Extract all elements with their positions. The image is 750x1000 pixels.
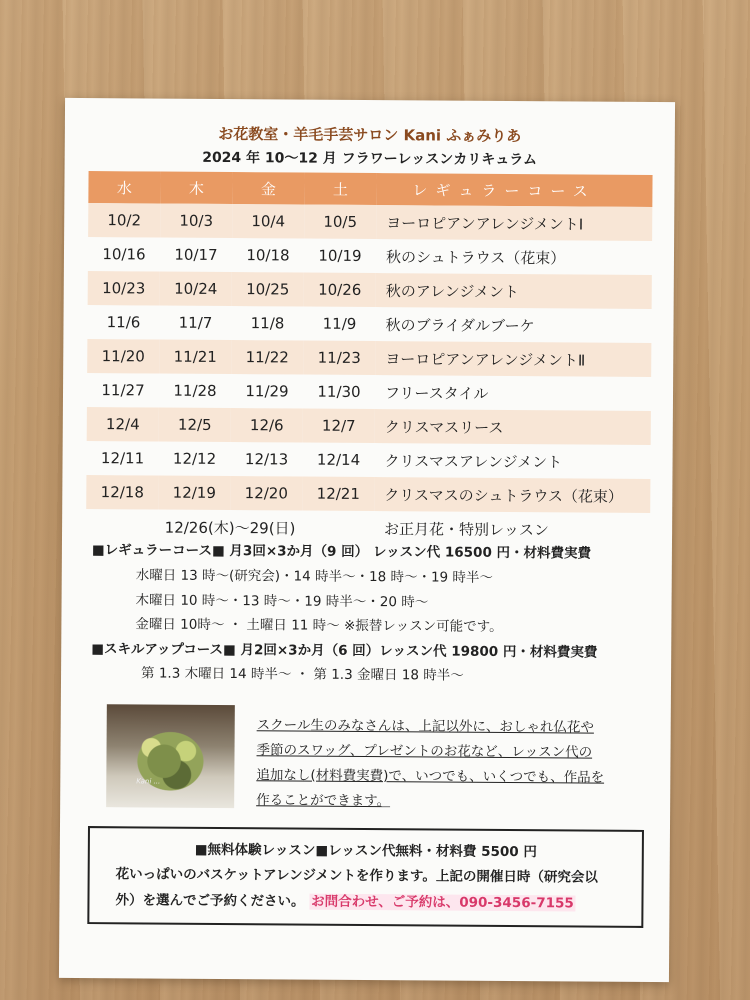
note-line: 季節のスワッグ、プレゼントのお花など、レッスン代の [256, 742, 593, 761]
date-cell: 10/2 [88, 203, 160, 238]
course-cell: 秋のブライダルブーケ [385, 315, 535, 335]
table-row [87, 407, 651, 445]
date-cell: 10/3 [160, 204, 232, 239]
date-cell: 12/21 [302, 477, 374, 512]
schedule-table [86, 171, 653, 547]
table-header-row [88, 171, 652, 207]
date-cell: 12/7 [303, 409, 375, 444]
col-course: レギュラーコース [376, 173, 652, 207]
date-cell: 12/13 [244, 450, 289, 469]
trial-line-2 [115, 888, 575, 911]
contact-phone: お問合わせ、ご予約は、090-3456-7155 [311, 893, 574, 912]
table-row [87, 305, 651, 343]
date-cell: 11/20 [87, 339, 159, 374]
table-row [86, 475, 650, 513]
free-trial-box [87, 826, 644, 928]
date-cell: 10/16 [102, 245, 146, 264]
flyer-paper [59, 98, 675, 982]
skillup-course-heading: ■スキルアップコース■ 月2回×3か月（6 回）レッスン代 19800 円・材料費実費 [91, 641, 598, 661]
course-cell: ヨーロピアンアレンジメントⅡ [375, 341, 651, 377]
date-cell: 12/12 [172, 449, 217, 468]
date-cell: 12/18 [86, 475, 158, 510]
date-cell: 11/29 [245, 382, 289, 401]
course-cell: 秋のアレンジメント [376, 273, 652, 309]
regular-fri-sat-times: 金曜日 10時～ ・ 土曜日 11 時～ ※振替レッスン可能です。 [135, 616, 503, 635]
trial-line-1: 花いっぱいのバスケットアレンジメントを作ります。上記の開催日時（研究会以 [115, 866, 598, 886]
course-cell: クリスマスアレンジメント [384, 451, 563, 471]
table-row [88, 237, 652, 275]
flower-wreath-photo [106, 704, 235, 808]
date-cell: 11/30 [317, 382, 361, 401]
special-course: お正月花・特別レッスン [384, 519, 549, 539]
date-cell: 12/6 [231, 408, 303, 443]
date-cell: 10/23 [88, 271, 160, 306]
date-cell: 12/14 [316, 450, 361, 469]
date-cell: 11/9 [322, 314, 357, 333]
course-cell: 秋のシュトラウス（花束） [385, 247, 566, 267]
note-line: スクール生のみなさんは、上記以外に、おしゃれ仏花や [256, 717, 594, 736]
col-thu: 木 [160, 172, 232, 205]
table-row [86, 441, 650, 479]
date-cell: 10/4 [232, 204, 304, 239]
date-cell: 11/21 [159, 340, 231, 375]
course-cell: クリスマスのシュトラウス（花束） [374, 477, 650, 513]
curriculum-subtitle: 2024 年 10～12 月 フラワーレッスンカリキュラム [202, 149, 538, 169]
date-cell: 12/4 [87, 407, 159, 442]
date-cell: 10/5 [304, 205, 376, 240]
date-cell: 10/17 [174, 245, 218, 264]
date-cell: 11/23 [303, 341, 375, 376]
regular-thu-times: 木曜日 10 時～・13 時～・19 時半～・20 時～ [135, 592, 429, 611]
date-cell: 11/6 [106, 313, 141, 332]
course-cell: ヨーロピアンアレンジメントⅠ [376, 205, 652, 241]
table-row [87, 339, 651, 377]
date-cell: 11/8 [250, 314, 285, 333]
course-cell: フリースタイル [384, 383, 489, 403]
trial-heading: ■無料体験レッスン■レッスン代無料・材料費 5500 円 [194, 841, 537, 861]
note-line: 作ることができます。 [256, 792, 391, 810]
col-wed: 水 [88, 171, 160, 204]
photo-caption: Kani ... [136, 777, 161, 786]
salon-title: お花教室・羊毛手芸サロン Kani ふぁみりあ [218, 124, 522, 146]
date-cell: 11/7 [178, 313, 213, 332]
date-cell: 10/19 [318, 246, 362, 265]
regular-wed-times: 水曜日 13 時～(研究会)・14 時半～・18 時～・19 時半～ [135, 567, 493, 586]
date-cell: 10/18 [246, 246, 290, 265]
date-cell: 11/22 [231, 340, 303, 375]
regular-course-heading: ■レギュラーコース■ 月3回×3か月（9 回） レッスン代 16500 円・材料費実費 [91, 542, 592, 562]
date-cell: 10/25 [232, 272, 304, 307]
date-cell: 11/28 [173, 381, 217, 400]
student-note [256, 713, 652, 816]
date-cell: 12/5 [159, 408, 231, 443]
special-dates: 12/26(木)～29(日) [164, 518, 296, 537]
date-cell: 10/24 [160, 272, 232, 307]
course-cell: クリスマスリース [375, 409, 651, 445]
date-cell: 12/20 [230, 476, 302, 511]
skillup-times: 第 1.3 木曜日 14 時半～ ・ 第 1.3 金曜日 18 時半～ [141, 665, 464, 684]
col-fri: 金 [232, 172, 304, 205]
col-sat: 土 [304, 173, 376, 206]
date-cell: 12/19 [158, 476, 230, 511]
date-cell: 10/26 [304, 273, 376, 308]
date-cell: 11/27 [101, 381, 145, 400]
table-row [88, 271, 652, 309]
table-row [88, 203, 652, 241]
note-line: 追加なし(材料費実費)で、いつでも、いくつでも、作品を [256, 767, 605, 786]
date-cell: 12/11 [100, 449, 145, 468]
table-row [87, 373, 651, 411]
trial-line-2-text: 外）を選んでご予約ください。 [115, 892, 305, 910]
